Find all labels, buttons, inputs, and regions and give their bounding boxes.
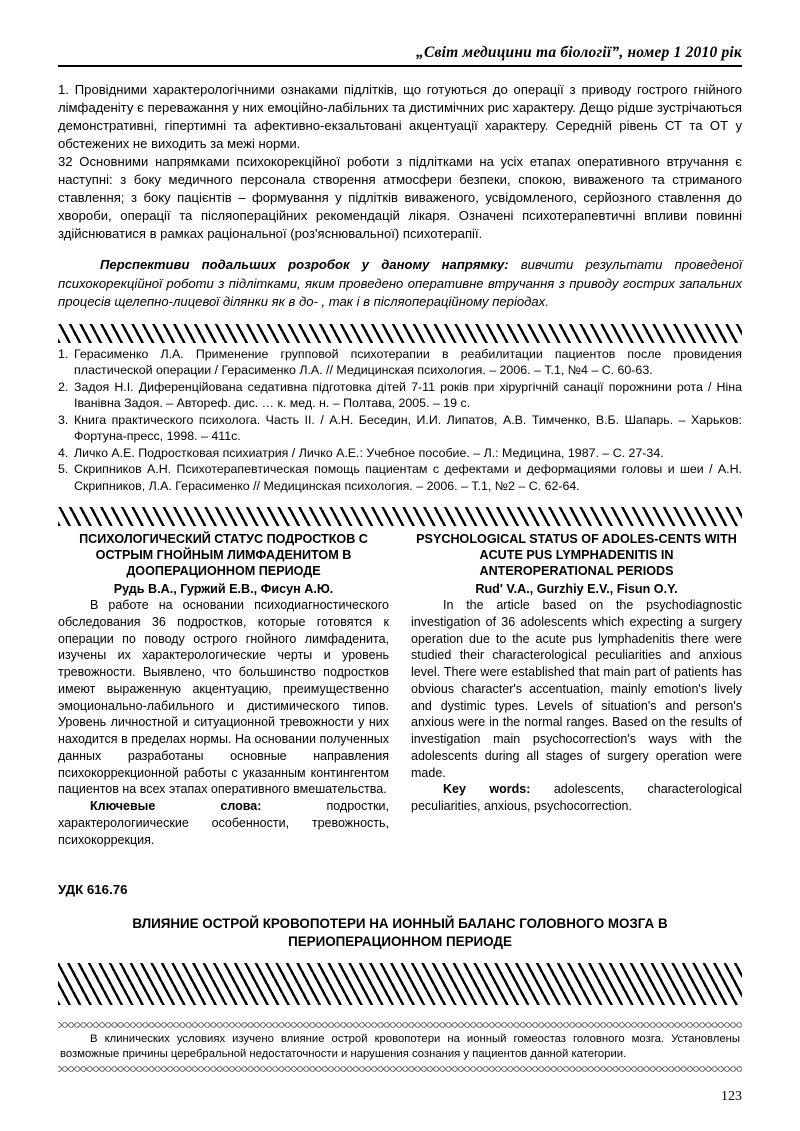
abstracts-section-banner (58, 507, 742, 526)
list-item (58, 379, 742, 412)
reference-text: Личко А.Е. Подростковая психиатрия / Личко А.Е.: Учебное пособие. – Л.: Медицина, 1987. – С. 27-34. (74, 445, 664, 460)
abstract-authors-english: Rud' V.A., Gurzhiy E.V., Fisun O.Y. (475, 581, 678, 596)
abstract-column-russian (58, 532, 389, 848)
running-header: „Світ медицини та біології”, номер 1 2010 рік (416, 44, 742, 61)
list-item (58, 412, 742, 445)
abstract-column-english (411, 532, 742, 848)
next-article-authors-banner (58, 963, 742, 1005)
keywords-text-english: adolescents, characterological peculiarities, anxious, psychocorrection. (411, 782, 742, 814)
abstract-title-russian: ПСИХОЛОГИЧЕСКИЙ СТАТУС ПОДРОСТКОВ С ОСТРЫМ ГНОЙНЫМ ЛИМФАДЕНИТОМ В ДООПЕРАЦИОННОМ ПЕРИОДЕ (79, 532, 368, 578)
zigzag-border-top-icon (58, 1022, 742, 1028)
next-article-abstract-box (58, 1014, 742, 1079)
list-item (58, 346, 742, 379)
page-number: 123 (721, 1089, 742, 1104)
perspectives-paragraph (58, 256, 742, 310)
abstract-authors-russian: Рудь В.А., Гуржий Е.В., Фисун А.Ю. (113, 581, 334, 596)
reference-text: Книга практического психолога. Часть ІІ. / А.Н. Беседин, И.И. Липатов, А.В. Тимченко, В.Б. Шапарь. – Харьков: Фортуна-пресс, 1998. – 411с. (74, 412, 742, 444)
reference-number: 2. (58, 379, 69, 394)
literature-section-banner (58, 324, 742, 343)
list-item (58, 461, 742, 494)
keywords-label-russian: Ключевые слова: (90, 799, 262, 814)
reference-text: Герасименко Л.А. Применение групповой психотерапии в реабилитации пациентов после провидения пластической операции / Герасименко Л.А. // Медицинская психология. – 2006. – Т.1, №4 – С. 60-63. (74, 346, 742, 378)
reference-text: Скрипников А.Н. Психотерапевтическая помощь пациентам с дефектами и деформациями головы и шеи / А.Н. Скрипников, Л.А. Герасименко // Медицинская психология. – 2006. – Т.1, №2 – С. 62-64. (74, 462, 742, 493)
hatch-pattern-icon (58, 324, 742, 343)
perspectives-text: вивчити результати проведеної психокорекційної роботи з підлітками, яким проведено оперативне втручання з приводу гострих запальних процесів щелепно-лицевої ділянки як в до- , так і в післяопераційному періодах. (58, 257, 742, 309)
next-article-abstract: В клинических условиях изучено влияние острой кровопотери на ионный гомеостаз головного мозга. Установлены возможные причины церебральной недостаточности и нарушения сознания у пациентов данной категории. (60, 1032, 740, 1061)
reference-number: 1. (58, 346, 69, 361)
zigzag-border-bottom-icon (58, 1066, 742, 1072)
reference-number: 4. (58, 445, 69, 460)
next-article-title: ВЛИЯНИЕ ОСТРОЙ КРОВОПОТЕРИ НА ИОННЫЙ БАЛАНС ГОЛОВНОГО МОЗГА В ПЕРИОПЕРАЦИОННОМ ПЕРИОДЕ (132, 916, 668, 949)
abstract-title-english: PSYCHOLOGICAL STATUS OF ADOLES-CENTS WITH ACUTE PUS LYMPHADENITIS IN ANTEROPERATIONAL PERIODS (416, 532, 737, 578)
abstracts-columns (58, 532, 742, 848)
hatch-pattern-icon (58, 507, 742, 526)
conclusion-paragraph-1: 1. Провідними характерологічними ознаками підлітків, що готуються до операції з приводу гострого гнійного лімфаденіту є переважання у них емоційно-лабільних та дистимічних рис характеру. Дещо рідше зустрічаються демонстративні, гіпертимні та афективно-екзальтовані акцентуації характеру. Середній рівень СТ та ОТ у обстежених не виходить за межі норми. (58, 82, 742, 151)
reference-text: Задоя Н.І. Диференційована седативна підготовка дітей 7-11 років при хірургічній санації порожнини рота / Ніна Іванівна Задоя. – Автореф. дис. … к. мед. н. – Полтава, 2005. – 19 с. (74, 379, 742, 411)
header-rule (58, 65, 742, 67)
udk-code: УДК 616.76 (58, 882, 128, 898)
abstract-body-english: In the article based on the psychodiagnostic investigation of 36 adolescents which expecting a surgery operation due to the acute pus lymphadenitis there were studied their characterological peculiarities and anxious level. There were established that main part of patients has obvious character's accentuation, mainly emotion's lively and dystimic types. Levels of situation's and person's anxious were in the normal ranges. Based on the results of investigation main psychocorrection's ways with the adolescents during all stages of surgery operation were made. (411, 598, 742, 780)
abstract-keywords-russian (58, 798, 389, 848)
reference-list (58, 346, 742, 495)
abstract-keywords-english (411, 781, 742, 815)
keywords-text-russian: подростки, характерологиические особенности, тревожность, психокоррекция. (58, 799, 389, 847)
list-item (58, 445, 742, 462)
abstract-body-russian: В работе на основании психодиагностического обследования 36 подростков, которые готовятся к операции по поводу острого гнойного лимфаденита, изучены их характерологические черты и уровень тревожности. Выявлено, что большинство подростков имеют выраженную акцентуацию, преимущественно эмоционально-лабильного и дистимического типов. Уровень личностной и ситуационной тревожности у них находится в пределах нормы. На основании полученных данных разработаны основные направления психокоррекционной работы с указанным контингентом пациентов на всех этапах оперативного вмешательства. (58, 598, 389, 797)
hatch-pattern-icon (58, 963, 742, 1005)
conclusion-paragraph-2: 32 Основними напрямками психокорекційної роботи з підлітками на усіх етапах оперативного втручання є наступні: з боку медичного персонала створення атмосфери безпеки, спокою, виваженого та стриманого ставлення; з боку пацієнтів – формування у підлітків виваженого, усвідомленого, серйозного ставлення до хвороби, операції та післяопераційних рекомендацій лікаря. Означені психотерапевтичні впливи повинні здійснюватися в рамках раціональної (роз'яснювальної) психотерапії. (58, 153, 742, 241)
reference-number: 3. (58, 412, 69, 427)
keywords-label-english: Key words: (443, 782, 531, 797)
perspectives-lead: Перспективи подальших розробок у даному напрямку: (100, 257, 509, 273)
reference-number: 5. (58, 462, 69, 477)
